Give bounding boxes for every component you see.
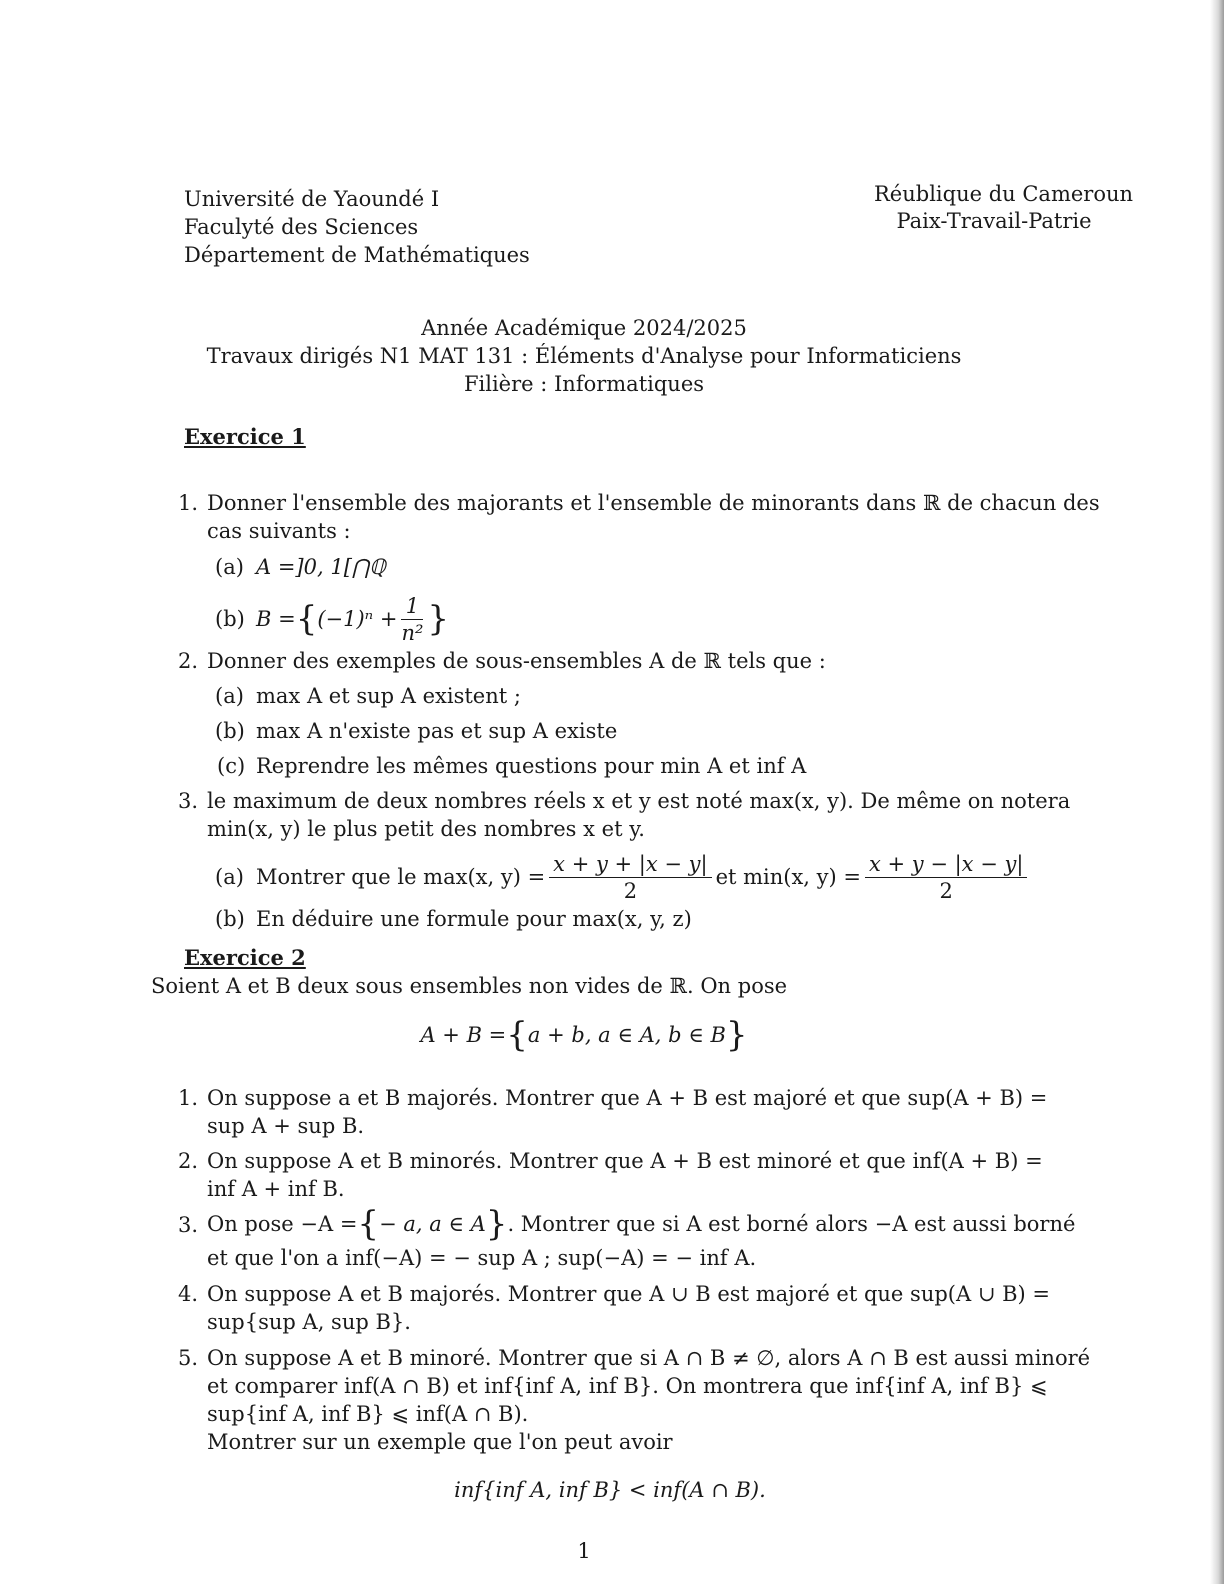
ex1-q2b-text: max A n'existe pas et sup A existe — [256, 719, 618, 743]
ex1-q2a-text: max A et sup A existent ; — [256, 684, 521, 708]
faculty-name: Faculyté des Sciences — [184, 215, 419, 239]
ex2-item2-line2: inf A + inf B. — [207, 1177, 345, 1201]
min-fraction — [865, 851, 1027, 904]
exercise-2-title: Exercice 2 — [184, 945, 306, 970]
ex1-q3a-label: (a) — [215, 865, 244, 889]
ex2-item4-line2: sup{sup A, sup B}. — [207, 1310, 411, 1334]
close-brace: } — [725, 1015, 748, 1055]
ex2-item3-number: 3. — [178, 1213, 199, 1237]
ex2-item5-line4: Montrer sur un exemple que l'on peut avoir — [207, 1430, 673, 1454]
max-fraction — [549, 851, 711, 904]
academic-year: Année Académique 2024/2025 — [421, 316, 747, 340]
close-brace: } — [427, 599, 450, 639]
ex1-q1-text-line1: Donner l'ensemble des majorants et l'ensemble de minorants dans ℝ de chacun des — [207, 491, 1100, 515]
ex1-q1b-math — [256, 591, 449, 647]
ex2-item5-number: 5. — [178, 1346, 199, 1370]
ex2-item1-number: 1. — [178, 1086, 199, 1110]
country-name: Réublique du Cameroun — [874, 182, 1134, 206]
ex2-item3-post: . Montrer que si A est borné alors −A est aussi borné — [507, 1212, 1076, 1236]
ex1-q1b-term: (−1)ⁿ + — [317, 607, 398, 631]
ex2-item4-line1: On suppose A et B majorés. Montrer que A ∪ B est majoré et que sup(A ∪ B) = — [207, 1282, 1050, 1306]
ex1-q3b-label: (b) — [215, 907, 245, 931]
min-numerator: x + y − |x − y| — [865, 851, 1027, 878]
country-motto: Paix-Travail-Patrie — [896, 209, 1092, 233]
ex2-item1-line1: On suppose a et B majorés. Montrer que A + B est majoré et que sup(A + B) = — [207, 1086, 1048, 1110]
ex2-item1-line2: sup A + sup B. — [207, 1114, 365, 1138]
ex1-q2c-label: (c) — [217, 754, 246, 778]
ex1-q2a-label: (a) — [215, 684, 244, 708]
ex1-q3a-mid: et min(x, y) = — [715, 865, 861, 889]
track-title: Filière : Informatiques — [463, 372, 705, 396]
ex2-def-lhs: A + B = — [420, 1023, 507, 1047]
scan-edge-shadow — [1210, 0, 1224, 1584]
ex1-q2c-text: Reprendre les mêmes questions pour min A et inf A — [256, 754, 807, 778]
ex1-q3-text-line1: le maximum de deux nombres réels x et y est noté max(x, y). De même on notera — [207, 789, 1071, 813]
ex1-q3a-pre: Montrer que le max(x, y) = — [256, 865, 546, 889]
ex1-q1b-fraction — [401, 593, 423, 646]
ex1-q3-text-line2: min(x, y) le plus petit des nombres x et y. — [207, 817, 645, 841]
ex1-q3b-text: En déduire une formule pour max(x, y, z) — [256, 907, 692, 931]
ex2-intro: Soient A et B deux sous ensembles non vides de ℝ. On pose — [151, 974, 788, 998]
close-brace: } — [485, 1204, 508, 1244]
department-name: Département de Mathématiques — [184, 243, 530, 267]
open-brace: { — [357, 1204, 380, 1244]
university-name: Université de Yaoundé I — [184, 187, 440, 211]
ex1-q1a-math: A =]0, 1[⋂ℚ — [256, 555, 386, 579]
ex2-item5-line3: sup{inf A, inf B} ⩽ inf(A ∩ B). — [207, 1402, 529, 1426]
ex2-def-body: a + b, a ∈ A, b ∈ B — [527, 1023, 726, 1047]
ex1-q1a-label: (a) — [215, 555, 244, 579]
ex2-item3-line1 — [207, 1206, 1075, 1242]
ex1-q1-number: 1. — [178, 491, 199, 515]
ex1-q1b-label: (b) — [215, 607, 245, 631]
course-title: Travaux dirigés N1 MAT 131 : Éléments d'Analyse pour Informaticiens — [206, 344, 962, 368]
min-denominator: 2 — [939, 878, 953, 903]
ex2-item5-line2: et comparer inf(A ∩ B) et inf{inf A, inf B}. On montrera que inf{inf A, inf B} ⩽ — [207, 1374, 1048, 1398]
ex2-item2-line1: On suppose A et B minorés. Montrer que A + B est minoré et que inf(A + B) = — [207, 1149, 1043, 1173]
ex2-item3-set: − a, a ∈ A — [379, 1212, 486, 1236]
max-denominator: 2 — [623, 878, 638, 903]
exercise-1-title: Exercice 1 — [184, 424, 306, 449]
ex1-q3-number: 3. — [178, 789, 199, 813]
ex2-item2-number: 2. — [178, 1149, 199, 1173]
ex2-item5-line1: On suppose A et B minoré. Montrer que si A ∩ B ≠ ∅, alors A ∩ B est aussi minoré — [207, 1346, 1091, 1370]
ex2-final-inequality: inf{inf A, inf B} < inf(A ∩ B). — [454, 1478, 766, 1502]
ex1-q2-text: Donner des exemples de sous-ensembles A de ℝ tels que : — [207, 649, 826, 673]
page-number: 1 — [577, 1539, 591, 1563]
ex1-q1b-denominator: n² — [401, 620, 424, 645]
ex1-q1b-numerator: 1 — [401, 593, 423, 620]
open-brace: { — [295, 599, 318, 639]
ex1-q1b-lhs: B = — [256, 607, 296, 631]
ex1-q2-number: 2. — [178, 649, 199, 673]
ex2-item4-number: 4. — [178, 1282, 199, 1306]
ex2-definition — [0, 1015, 1168, 1055]
ex1-q3a-formula — [256, 846, 1031, 908]
max-numerator: x + y + |x − y| — [549, 851, 711, 878]
ex2-item3-line2: et que l'on a inf(−A) = − sup A ; sup(−A) = − inf A. — [207, 1246, 757, 1270]
ex1-q2b-label: (b) — [215, 719, 245, 743]
ex2-item3-pre: On pose −A = — [207, 1212, 358, 1236]
ex1-q1-text-line2: cas suivants : — [207, 519, 351, 543]
open-brace: { — [506, 1015, 528, 1055]
